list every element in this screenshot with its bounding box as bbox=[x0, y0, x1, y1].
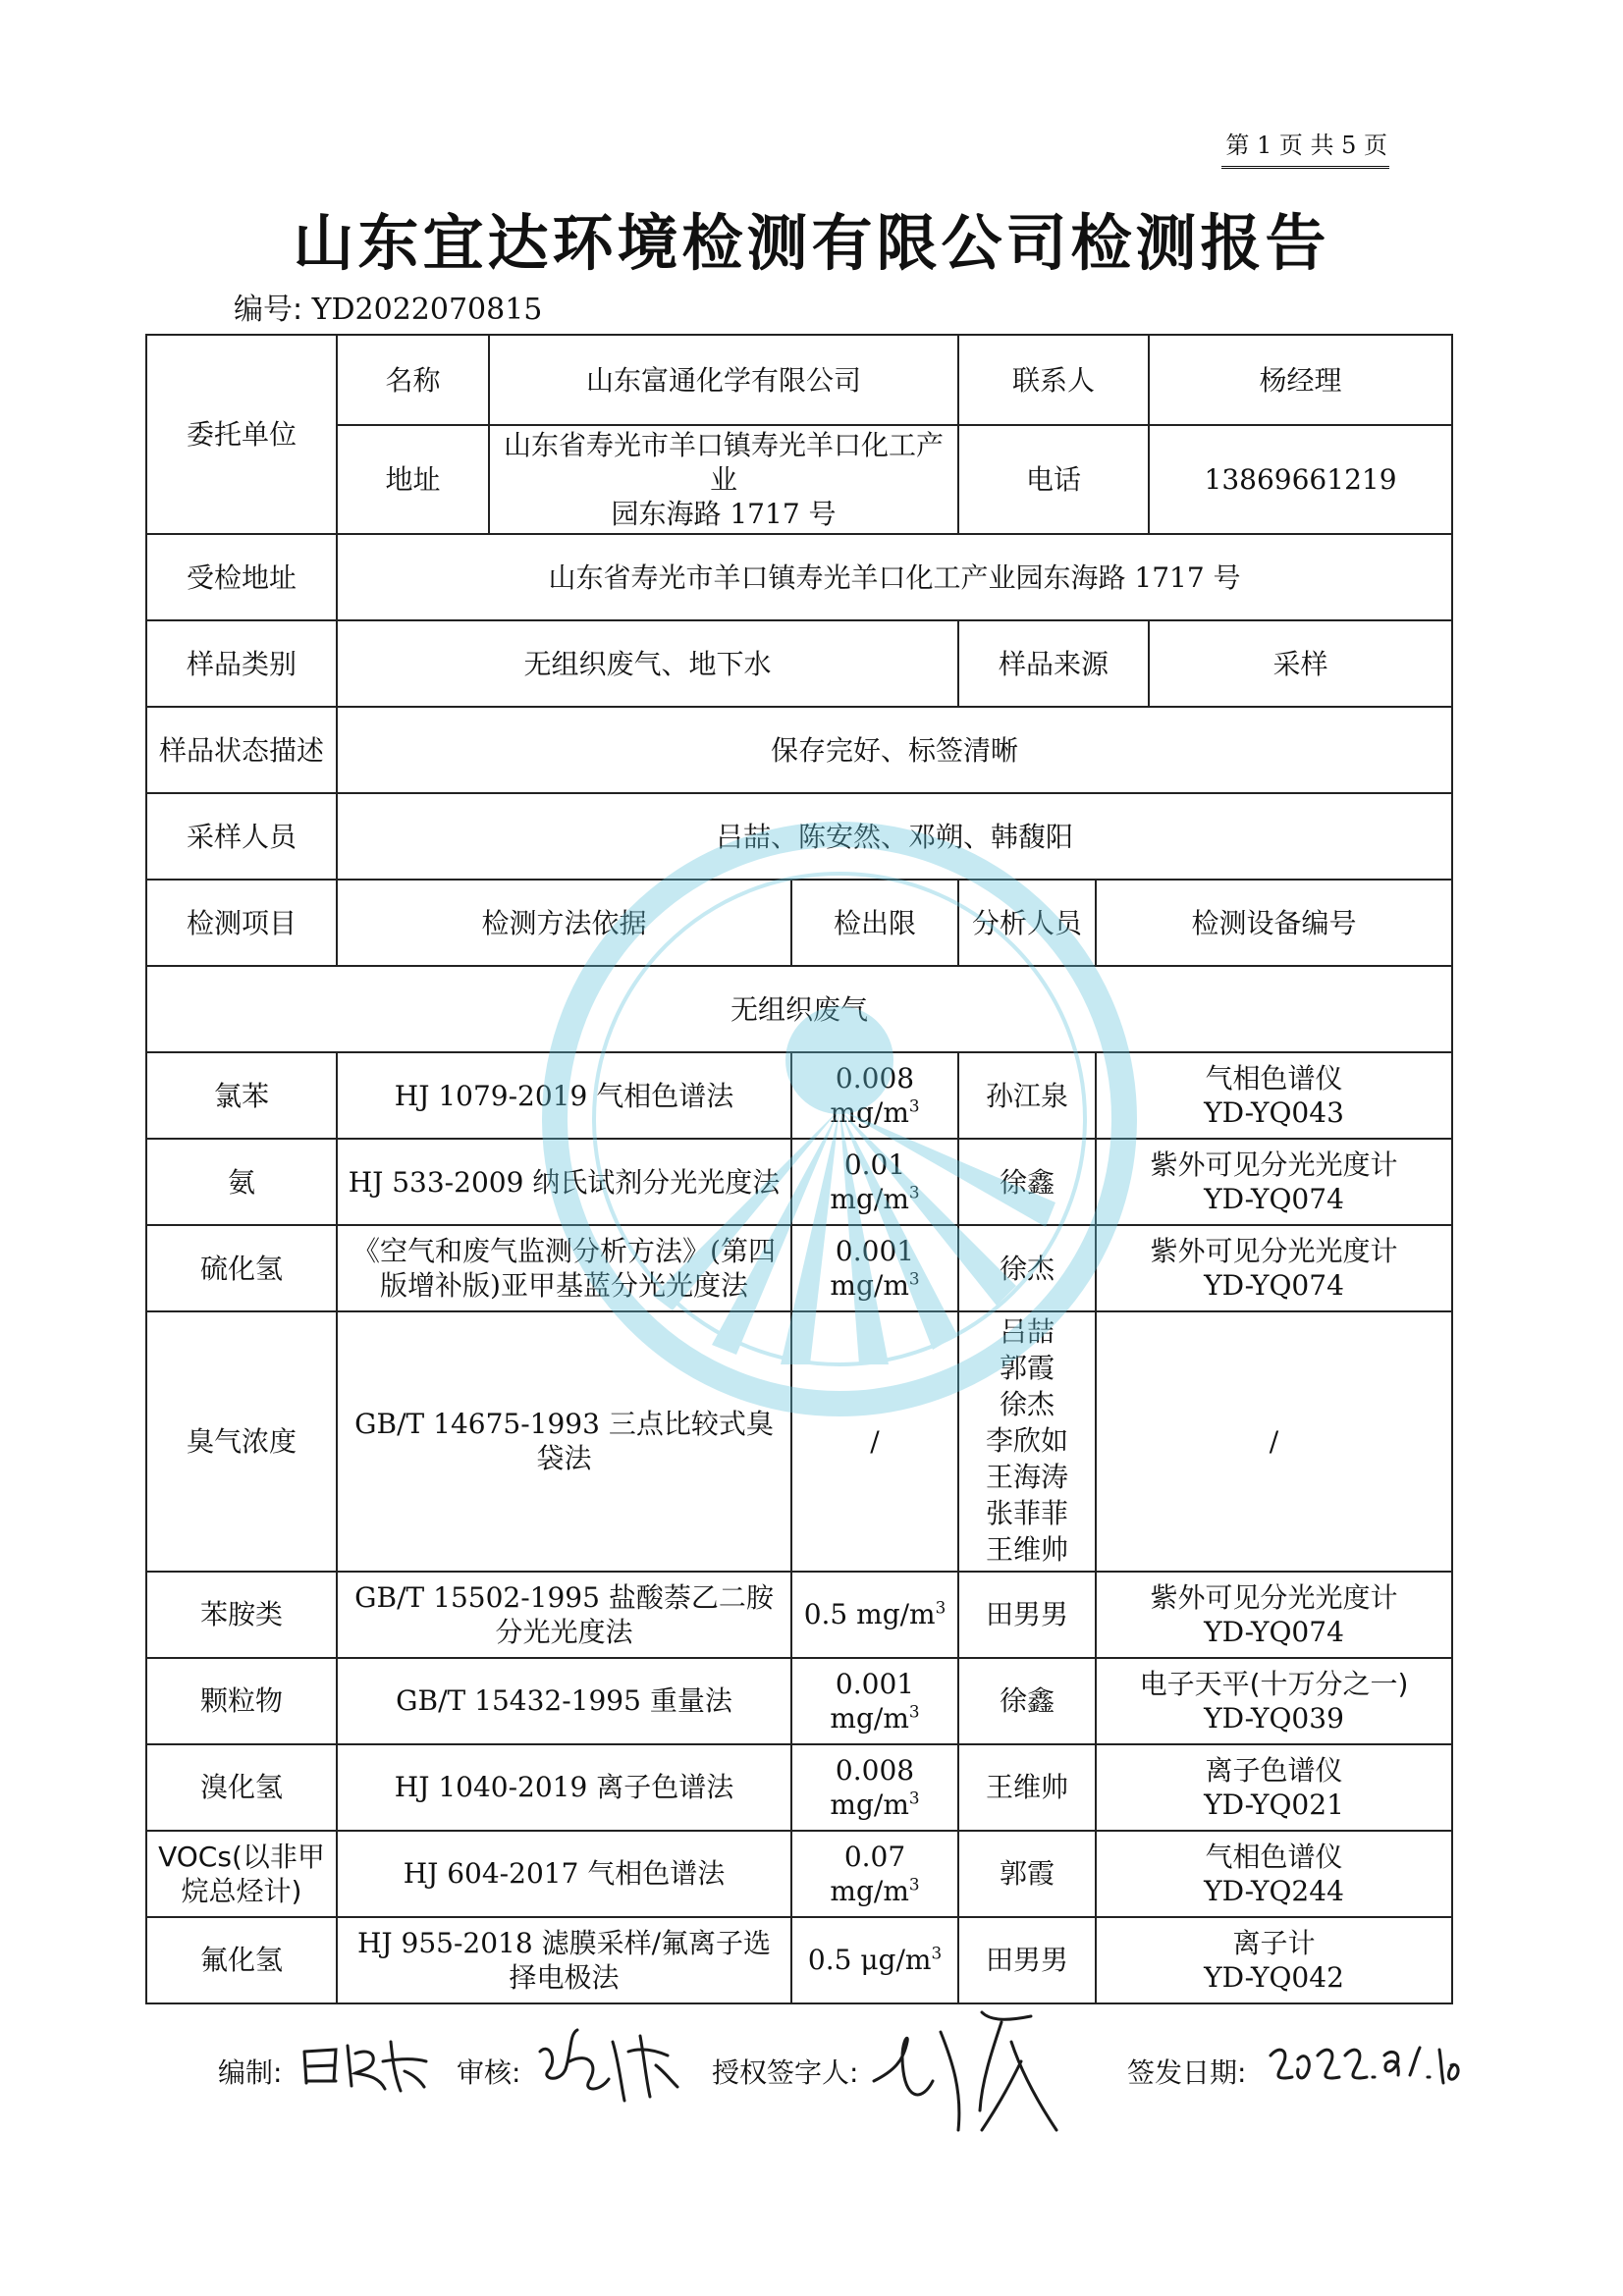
sample-source-value: 采样 bbox=[1149, 620, 1452, 707]
equipment-name: 电子天平(十万分之一) bbox=[1139, 1667, 1409, 1700]
method: HJ 1079-2019 气相色谱法 bbox=[337, 1052, 791, 1139]
detection-limit: / bbox=[791, 1311, 958, 1572]
detection-limit bbox=[791, 1225, 958, 1311]
client-address-label: 地址 bbox=[337, 425, 489, 534]
item-name: 氯苯 bbox=[146, 1052, 337, 1139]
sample-status-value: 保存完好、标签清晰 bbox=[337, 707, 1452, 793]
compiler-label: 编制: bbox=[218, 2056, 283, 2089]
equipment bbox=[1096, 1744, 1452, 1831]
table-row bbox=[146, 1831, 1452, 1917]
report-number bbox=[234, 285, 542, 328]
unit-exponent: 3 bbox=[908, 1788, 920, 1808]
analyst: 徐鑫 bbox=[958, 1658, 1096, 1744]
detection-limit bbox=[791, 1572, 958, 1658]
inspection-site-label: 受检地址 bbox=[146, 534, 337, 620]
authorizer-signature bbox=[864, 2002, 1060, 2150]
equipment-id: YD-YQ244 bbox=[1204, 1874, 1344, 1907]
detection-limit bbox=[791, 1831, 958, 1917]
analyst: 郭霞 bbox=[958, 1831, 1096, 1917]
table-row bbox=[146, 1225, 1452, 1311]
equipment bbox=[1096, 1831, 1452, 1917]
report-title: 山东宜达环境检测有限公司检测报告 bbox=[293, 207, 1330, 279]
analyst: 王维帅 bbox=[958, 1744, 1096, 1831]
equipment-id: YD-YQ074 bbox=[1204, 1269, 1344, 1302]
table-row bbox=[146, 1917, 1452, 2003]
equipment-id: YD-YQ039 bbox=[1204, 1701, 1344, 1735]
equipment bbox=[1096, 1052, 1452, 1139]
table-row bbox=[146, 1139, 1452, 1225]
unit-exponent: 3 bbox=[908, 1268, 920, 1289]
item-name: VOCs(以非甲烷总烃计) bbox=[146, 1831, 337, 1917]
analyst: 孙江泉 bbox=[958, 1052, 1096, 1139]
limit-value: 0.001 mg/m bbox=[830, 1235, 915, 1302]
authorizer-block bbox=[712, 2052, 858, 2091]
limit-value: 0.5 μg/m bbox=[807, 1944, 932, 1977]
method: GB/T 15502-1995 盐酸萘乙二胺分光光度法 bbox=[337, 1572, 791, 1658]
reviewer-block bbox=[457, 2052, 520, 2091]
col-header-limit: 检出限 bbox=[791, 880, 958, 966]
sample-source-label: 样品来源 bbox=[958, 620, 1149, 707]
item-name: 臭气浓度 bbox=[146, 1311, 337, 1572]
unit-exponent: 3 bbox=[908, 1701, 920, 1722]
col-header-method: 检测方法依据 bbox=[337, 880, 791, 966]
reviewer-signature bbox=[530, 2022, 687, 2110]
page-indicator: 第 1 页 共 5 页 bbox=[1221, 126, 1389, 169]
equipment-id: YD-YQ074 bbox=[1204, 1183, 1344, 1215]
equipment bbox=[1096, 1572, 1452, 1658]
detection-limit bbox=[791, 1917, 958, 2003]
analyst: 田男男 bbox=[958, 1572, 1096, 1658]
authorizer-label: 授权签字人: bbox=[712, 2056, 859, 2089]
limit-value: 0.008 mg/m bbox=[830, 1062, 915, 1129]
equipment bbox=[1096, 1225, 1452, 1311]
detection-limit bbox=[791, 1139, 958, 1225]
method: GB/T 15432-1995 重量法 bbox=[337, 1658, 791, 1744]
method: HJ 1040-2019 离子色谱法 bbox=[337, 1744, 791, 1831]
limit-value: 0.008 mg/m bbox=[830, 1753, 915, 1821]
analyst bbox=[958, 1311, 1096, 1572]
issue-date-handwritten bbox=[1267, 2036, 1463, 2095]
item-name: 氟化氢 bbox=[146, 1917, 337, 2003]
client-name: 山东富通化学有限公司 bbox=[489, 335, 958, 425]
sample-status-label: 样品状态描述 bbox=[146, 707, 337, 793]
samplers-label: 采样人员 bbox=[146, 793, 337, 880]
item-name: 苯胺类 bbox=[146, 1572, 337, 1658]
unit-exponent: 3 bbox=[935, 1597, 947, 1618]
equipment-name: 气相色谱仪 bbox=[1205, 1062, 1343, 1095]
contact-value: 杨经理 bbox=[1149, 335, 1452, 425]
equipment-name: 紫外可见分光光度计 bbox=[1150, 1580, 1398, 1614]
detection-limit bbox=[791, 1744, 958, 1831]
equipment-id: YD-YQ043 bbox=[1204, 1096, 1344, 1129]
table-row bbox=[146, 1572, 1452, 1658]
reviewer-label: 审核: bbox=[457, 2056, 521, 2089]
client-address-line1: 山东省寿光市羊口镇寿光羊口化工产业 bbox=[504, 429, 945, 496]
issue-date-block bbox=[1127, 2052, 1246, 2091]
analyst-list: 吕喆 郭霞 徐杰 李欣如 王海涛 张菲菲 王维帅 bbox=[986, 1315, 1069, 1566]
compiler-block bbox=[218, 2052, 282, 2091]
samplers-value: 吕喆、陈安然、邓朔、韩馥阳 bbox=[337, 793, 1452, 880]
method: HJ 533-2009 纳氏试剂分光光度法 bbox=[337, 1139, 791, 1225]
analyst: 田男男 bbox=[958, 1917, 1096, 2003]
section-title: 无组织废气 bbox=[146, 966, 1452, 1052]
issue-date-label: 签发日期: bbox=[1127, 2056, 1247, 2089]
equipment-name: 紫外可见分光光度计 bbox=[1150, 1148, 1398, 1181]
limit-value: 0.5 mg/m bbox=[803, 1598, 936, 1631]
client-name-label: 名称 bbox=[337, 335, 489, 425]
client-address-line2: 园东海路 1717 号 bbox=[611, 498, 837, 530]
method: HJ 604-2017 气相色谱法 bbox=[337, 1831, 791, 1917]
col-header-item: 检测项目 bbox=[146, 880, 337, 966]
unit-exponent: 3 bbox=[908, 1874, 920, 1895]
limit-value: 0.01 mg/m bbox=[830, 1148, 909, 1215]
client-address bbox=[489, 425, 958, 534]
analyst: 徐杰 bbox=[958, 1225, 1096, 1311]
equipment: / bbox=[1096, 1311, 1452, 1572]
equipment bbox=[1096, 1658, 1452, 1744]
limit-value: 0.07 mg/m bbox=[830, 1840, 909, 1907]
table-row bbox=[146, 1744, 1452, 1831]
item-name: 溴化氢 bbox=[146, 1744, 337, 1831]
unit-exponent: 3 bbox=[931, 1943, 943, 1963]
item-name: 氨 bbox=[146, 1139, 337, 1225]
inspection-site-value: 山东省寿光市羊口镇寿光羊口化工产业园东海路 1717 号 bbox=[337, 534, 1452, 620]
table-row bbox=[146, 1052, 1452, 1139]
phone-value: 13869661219 bbox=[1149, 425, 1452, 534]
unit-exponent: 3 bbox=[908, 1182, 920, 1202]
compiler-signature bbox=[297, 2032, 434, 2101]
equipment-id: YD-YQ042 bbox=[1204, 1960, 1344, 1994]
equipment bbox=[1096, 1917, 1452, 2003]
equipment bbox=[1096, 1139, 1452, 1225]
item-name: 颗粒物 bbox=[146, 1658, 337, 1744]
report-table bbox=[145, 334, 1453, 2004]
report-number-value: YD2022070815 bbox=[311, 293, 543, 327]
item-name: 硫化氢 bbox=[146, 1225, 337, 1311]
unit-exponent: 3 bbox=[908, 1095, 920, 1116]
client-label: 委托单位 bbox=[146, 335, 337, 534]
method: HJ 955-2018 滤膜采样/氟离子选择电极法 bbox=[337, 1917, 791, 2003]
equipment-id: YD-YQ021 bbox=[1204, 1788, 1344, 1821]
col-header-analyst: 分析人员 bbox=[958, 880, 1096, 966]
sample-category-label: 样品类别 bbox=[146, 620, 337, 707]
method: GB/T 14675-1993 三点比较式臭袋法 bbox=[337, 1311, 791, 1572]
table-row bbox=[146, 1311, 1452, 1572]
equipment-name: 气相色谱仪 bbox=[1205, 1840, 1343, 1873]
analyst: 徐鑫 bbox=[958, 1139, 1096, 1225]
detection-limit bbox=[791, 1052, 958, 1139]
method: 《空气和废气监测分析方法》(第四版增补版)亚甲基蓝分光光度法 bbox=[337, 1225, 791, 1311]
col-header-equipment: 检测设备编号 bbox=[1096, 880, 1452, 966]
signature-footer bbox=[0, 2022, 1623, 2140]
report-number-label: 编号: bbox=[234, 293, 303, 327]
phone-label: 电话 bbox=[958, 425, 1149, 534]
equipment-id: YD-YQ074 bbox=[1204, 1615, 1344, 1648]
sample-category-value: 无组织废气、地下水 bbox=[337, 620, 958, 707]
equipment-name: 紫外可见分光光度计 bbox=[1150, 1235, 1398, 1267]
equipment-name: 离子计 bbox=[1232, 1926, 1316, 1959]
detection-limit bbox=[791, 1658, 958, 1744]
limit-value: 0.001 mg/m bbox=[830, 1667, 915, 1735]
contact-label: 联系人 bbox=[958, 335, 1149, 425]
table-row bbox=[146, 1658, 1452, 1744]
equipment-name: 离子色谱仪 bbox=[1205, 1753, 1343, 1787]
